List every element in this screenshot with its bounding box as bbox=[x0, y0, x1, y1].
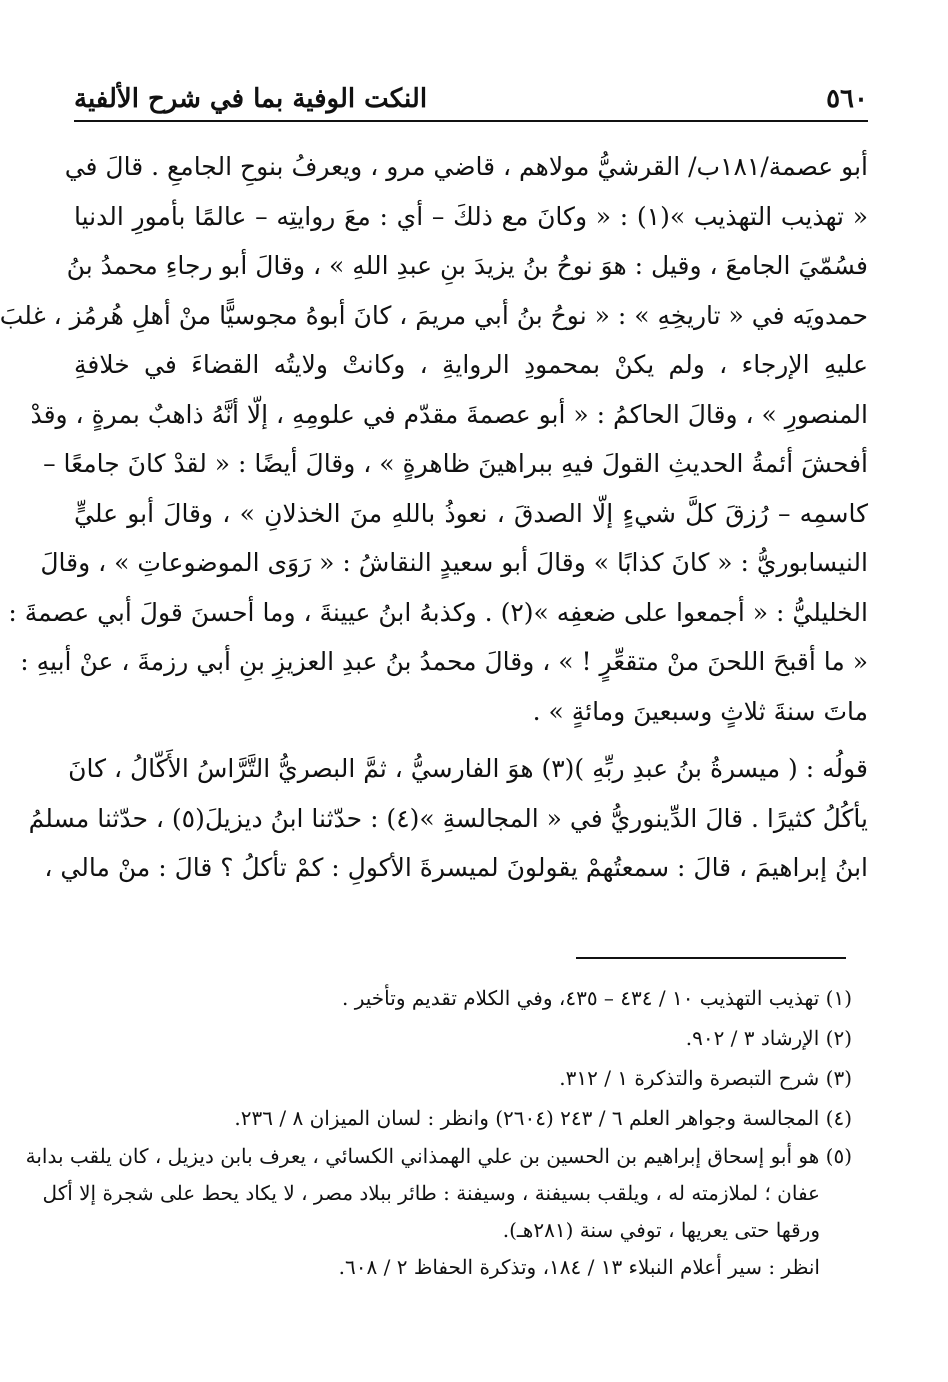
footnote-4: (٤) المجالسة وجواهر العلم ٦ / ٢٤٣ (٢٦٠٤) وانظر : لسان الميزان ٨ / ٢٣٦. bbox=[234, 1106, 852, 1130]
main-text bbox=[0, 142, 868, 893]
text-line: المنصورِ » ، وقالَ الحاكمُ : « أبو عصمةَ مقدّم في علومِهِ ، إلّا أنَّهُ ذاهبٌ بمرةٍ ، وقدْ bbox=[30, 399, 868, 429]
footnote-5-continuation: ورقها حتى يعريها ، توفي سنة (٢٨١هـ). bbox=[502, 1218, 820, 1242]
footnote-5-continuation: عفان ؛ لملازمته له ، ويلقب بسيفنة ، وسيفنة : طائر ببلاد مصر ، لا يكاد يحط على شجرة إلا أكل bbox=[42, 1181, 820, 1205]
footnote-5: (٥) هو أبو إسحاق إبراهيم بن الحسين بن علي الهمذاني الكسائي ، يعرف بابن ديزيل ، كان يلقب بدابة bbox=[25, 1144, 852, 1168]
footnote-separator bbox=[576, 957, 846, 959]
text-line: أفحشَ أئمةُ الحديثِ القولَ فيهِ ببراهينَ ظاهرةٍ » ، وقالَ أيضًا : « لقدْ كانَ جامعًا – bbox=[43, 449, 868, 478]
text-line: الخليليُّ : « أجمعوا على ضعفِه »(٢) . وكذبهُ ابنُ عيينةَ ، وما أحسنَ قولَ أبي عصمةَ : bbox=[8, 597, 868, 627]
text-line: قولُه : ( ميسرةُ بنُ عبدِ ربِّهِ )(٣) هوَ الفارسيُّ ، ثمَّ البصريُّ التَّرَّاسُ الأَكّالُ ، كانَ bbox=[68, 754, 868, 783]
page-header bbox=[74, 68, 868, 112]
footnote-5-continuation: انظر : سير أعلام النبلاء ١٣ / ١٨٤، وتذكرة الحفاظ ٢ / ٦٠٨. bbox=[338, 1255, 820, 1279]
text-line: يأكُلُ كثيرًا . قالَ الدِّينوريُّ في « المجالسةِ »(٤) : حدّثنا ابنُ ديزيلَ(٥) ، حدّثنا مسلمُ bbox=[28, 803, 868, 833]
text-line: عليهِ الإرجاء ، ولم يكنْ بمحمودِ الروايةِ ، وكانتْ ولايتُه القضاءَ في خلافةِ bbox=[74, 350, 868, 379]
text-line: « تهذيب التهذيب »(١) : « وكانَ مع ذلكَ – أي : معَ روايتِه – عالمًا بأمورِ الدنيا bbox=[74, 201, 868, 231]
text-line: كاسمِه – رُزقَ كلَّ شيءٍ إلّا الصدقَ ، نعوذُ باللهِ منَ الخذلانِ » ، وقالَ أبو عليٍّ bbox=[74, 498, 868, 528]
footnote-1: (١) تهذيب التهذيب ١٠ / ٤٣٤ – ٤٣٥، وفي الكلام تقديم وتأخير . bbox=[342, 986, 852, 1010]
text-line: حمدويَه في « تاريخِهِ » : « نوحُ بنُ أبي مريمَ ، كانَ أبوهُ مجوسيًّا منْ أهلِ هُرمُز ، غلبَ bbox=[0, 300, 868, 330]
header-rule bbox=[74, 120, 868, 122]
text-line: النيسابوريُّ : « كانَ كذابًا » وقالَ أبو سعيدٍ النقاشُ : « رَوَى الموضوعاتِ » ، وقالَ bbox=[40, 548, 868, 577]
footnote-3: (٣) شرح التبصرة والتذكرة ١ / ٣١٢. bbox=[559, 1066, 852, 1090]
footnotes bbox=[25, 978, 852, 1286]
text-line: أبو عصمة/١٨١ب/ القرشيُّ مولاهم ، قاضي مرو ، ويعرفُ بنوحِ الجامعِ . قالَ في bbox=[64, 152, 868, 181]
footnote-2: (٢) الإرشاد ٣ / ٩٠٢. bbox=[685, 1026, 852, 1050]
text-line: « ما أقبحَ اللحنَ منْ متقعِّرٍ ! » ، وقالَ محمدُ بنُ عبدِ العزيزِ بنِ أبي رزمةَ ، عنْ أبيهِ : bbox=[20, 647, 868, 676]
text-line: فسُمّيَ الجامعَ ، وقيل : هوَ نوحُ بنُ يزيدَ بنِ عبدِ اللهِ » ، وقالَ أبو رجاءِ محمدُ بنُ bbox=[66, 251, 868, 280]
text-line: ابنُ إبراهيمَ ، قالَ : سمعتُهمْ يقولونَ لميسرةَ الأكولِ : كمْ تأكلُ ؟ قالَ : منْ مالي ، bbox=[44, 853, 868, 882]
page-number: ٥٦٠ bbox=[826, 84, 868, 114]
running-title: النكت الوفية بما في شرح الألفية bbox=[74, 84, 428, 114]
text-line: ماتَ سنةَ ثلاثٍ وسبعينَ ومائةٍ » . bbox=[532, 696, 868, 726]
